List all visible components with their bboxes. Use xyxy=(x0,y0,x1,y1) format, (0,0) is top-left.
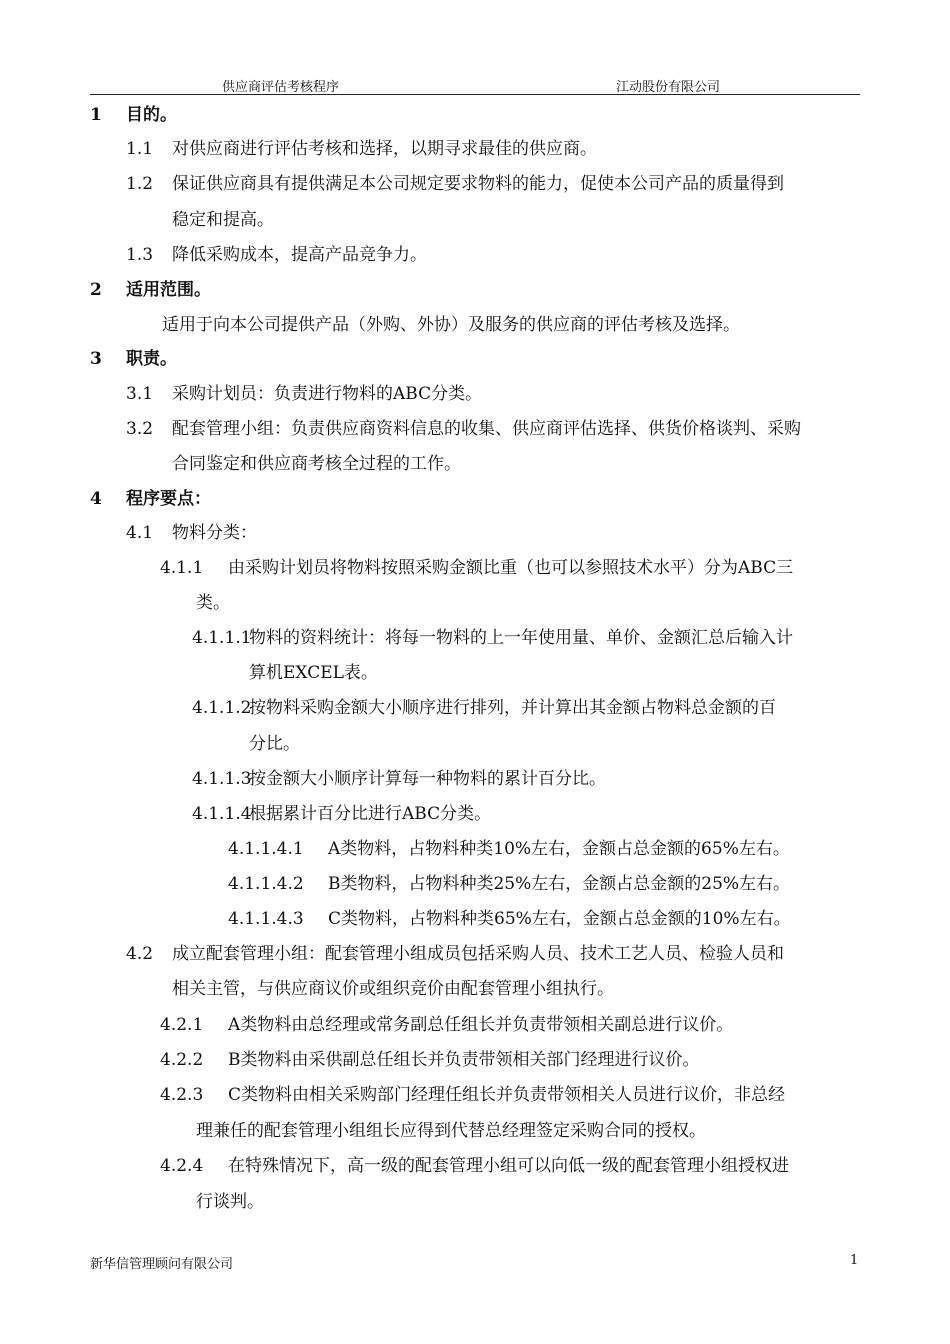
item-4-1-1-2 xyxy=(192,697,776,719)
section-title: 适用范围。 xyxy=(126,280,211,300)
item-4-2 xyxy=(126,943,784,965)
item-number: 4.2.4 xyxy=(160,1156,204,1176)
section-number: 1 xyxy=(90,105,102,125)
item-4-1-1-4-3 xyxy=(228,908,791,930)
section-number: 4 xyxy=(90,489,102,509)
section-number: 3 xyxy=(90,349,102,369)
item-number: 4.2.1 xyxy=(160,1015,204,1035)
item-text: 按金额大小顺序计算每一种物料的累计百分比。 xyxy=(249,769,606,789)
item-4-2-4 xyxy=(160,1155,789,1177)
item-4-1-1-1 xyxy=(192,627,793,649)
footer-page-number: 1 xyxy=(850,1253,859,1268)
section-title: 职责。 xyxy=(126,349,177,369)
item-number: 3.1 xyxy=(126,384,154,404)
section-title: 目的。 xyxy=(126,105,177,125)
item-number: 4.1 xyxy=(126,523,154,543)
item-4-1-1-continued: 类。 xyxy=(196,593,230,613)
item-number: 4.2.2 xyxy=(160,1050,204,1070)
item-number: 4.1.1.1 xyxy=(192,628,252,648)
section-3-heading xyxy=(90,348,177,370)
item-4-1-1-3 xyxy=(192,768,606,790)
item-number: 1.1 xyxy=(126,139,154,159)
section-title: 程序要点： xyxy=(126,489,211,509)
item-number: 4.2 xyxy=(126,944,154,964)
item-text: A类物料由总经理或常务副总任组长并负责带领相关副总进行议价。 xyxy=(228,1015,734,1035)
item-4-1-1-4-1 xyxy=(228,838,790,860)
item-text: 对供应商进行评估考核和选择，以期寻求最佳的供应商。 xyxy=(172,139,597,159)
item-text: 成立配套管理小组：配套管理小组成员包括采购人员、技术工艺人员、检验人员和 xyxy=(172,944,784,964)
item-text: B类物料，占物料种类25%左右，金额占总金额的25%左右。 xyxy=(328,874,791,894)
item-text: C类物料，占物料种类65%左右，金额占总金额的10%左右。 xyxy=(328,909,791,929)
item-4-2-continued: 相关主管，与供应商议价或组织竞价由配套管理小组执行。 xyxy=(172,979,614,999)
item-number: 1.2 xyxy=(126,174,154,194)
item-number: 4.1.1.4.1 xyxy=(228,839,304,859)
item-1-2 xyxy=(126,173,784,195)
header-doc-title: 供应商评估考核程序 xyxy=(222,80,340,95)
item-1-2-continued: 稳定和提高。 xyxy=(172,210,274,230)
item-text: 保证供应商具有提供满足本公司规定要求物料的能力，促使本公司产品的质量得到 xyxy=(172,174,784,194)
section-2-text: 适用于向本公司提供产品（外购、外协）及服务的供应商的评估考核及选择。 xyxy=(162,315,740,335)
item-text: C类物料由相关采购部门经理任组长并负责带领相关人员进行议价，非总经 xyxy=(228,1085,786,1105)
section-2-heading xyxy=(90,279,211,301)
item-1-3 xyxy=(126,244,427,266)
item-3-1 xyxy=(126,383,482,405)
section-number: 2 xyxy=(90,280,102,300)
footer-consultant: 新华信管理顾问有限公司 xyxy=(90,1257,234,1272)
header-company: 江动股份有限公司 xyxy=(616,80,721,95)
item-4-1-1-2-continued: 分比。 xyxy=(249,734,300,754)
item-text: 物料分类： xyxy=(172,523,257,543)
item-4-1-1-4 xyxy=(192,803,491,825)
section-1-heading xyxy=(90,104,177,126)
item-number: 4.1.1.4.3 xyxy=(228,909,304,929)
item-text: 物料的资料统计：将每一物料的上一年使用量、单价、金额汇总后输入计 xyxy=(249,628,793,648)
item-4-2-4-continued: 行谈判。 xyxy=(196,1192,264,1212)
item-number: 4.1.1.4.2 xyxy=(228,874,304,894)
item-number: 4.2.3 xyxy=(160,1085,204,1105)
item-4-2-2 xyxy=(160,1049,700,1071)
item-text: 根据累计百分比进行ABC分类。 xyxy=(249,804,492,824)
item-text: B类物料由采供副总任组长并负责带领相关部门经理进行议价。 xyxy=(228,1050,700,1070)
item-number: 1.3 xyxy=(126,245,154,265)
item-number: 3.2 xyxy=(126,419,154,439)
section-4-heading xyxy=(90,488,211,510)
item-number: 4.1.1.3 xyxy=(192,769,252,789)
item-text: 按物料采购金额大小顺序进行排列，并计算出其金额占物料总金额的百 xyxy=(249,698,776,718)
item-text: A类物料，占物料种类10%左右，金额占总金额的65%左右。 xyxy=(328,839,790,859)
item-1-1 xyxy=(126,138,597,160)
item-4-1 xyxy=(126,522,257,544)
item-4-1-1-4-2 xyxy=(228,873,790,895)
item-text: 由采购计划员将物料按照采购金额比重（也可以参照技术水平）分为ABC三 xyxy=(228,558,794,578)
item-3-2-continued: 合同鉴定和供应商考核全过程的工作。 xyxy=(172,454,461,474)
item-4-2-1 xyxy=(160,1014,733,1036)
item-number: 4.1.1.4 xyxy=(192,804,252,824)
item-text: 降低采购成本，提高产品竞争力。 xyxy=(172,245,427,265)
item-4-1-1-1-continued: 算机EXCEL表。 xyxy=(249,663,378,683)
item-4-2-3-continued: 理兼任的配套管理小组组长应得到代替总经理签定采购合同的授权。 xyxy=(196,1121,706,1141)
item-text: 在特殊情况下，高一级的配套管理小组可以向低一级的配套管理小组授权进 xyxy=(228,1156,789,1176)
item-number: 4.1.1 xyxy=(160,558,204,578)
item-3-2 xyxy=(126,418,801,440)
header-rule xyxy=(90,94,860,95)
item-4-1-1 xyxy=(160,557,793,579)
item-4-2-3 xyxy=(160,1084,785,1106)
item-text: 配套管理小组：负责供应商资料信息的收集、供应商评估选择、供货价格谈判、采购 xyxy=(172,419,801,439)
item-text: 采购计划员：负责进行物料的ABC分类。 xyxy=(172,384,483,404)
item-number: 4.1.1.2 xyxy=(192,698,252,718)
